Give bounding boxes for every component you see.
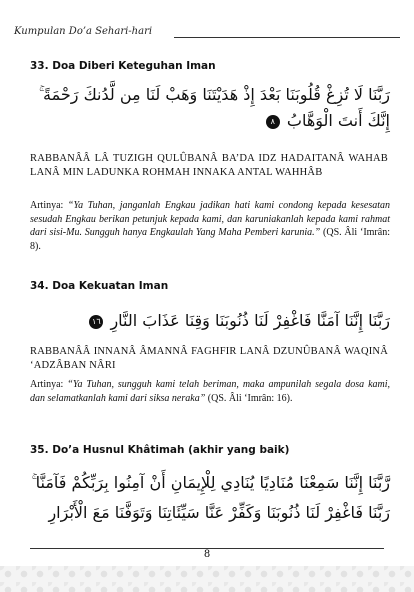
meaning-label: Artinya: <box>30 379 68 390</box>
ayah-number-marker: ٨ <box>266 115 280 129</box>
arabic-text-34-words: رَبَّنَا إِنَّنَا آمَنَّا فَاغْفِرْ لَنَا ذُنُوبَنَا وَقِنَا عَذَابَ النَّارِ <box>110 311 390 330</box>
arabic-text-34-line1 <box>30 308 390 334</box>
meaning-text: “Ya Tuhan, janganlah Engkau jadikan hati kami condong kepada kesesatan sesudah Engkau berikan petunjuk kepada kami, dan karuniakanlah kepada kami rahmat dari sisi-Mu. Sungguh hanya Engkaulah Yang Maha Pemberi karunia.” <box>30 200 390 238</box>
meaning-reference: (QS. Âli ‘Imrân: 8). <box>30 227 390 252</box>
meaning-reference: (QS. Âli ‘Imrân: 16). <box>205 392 293 404</box>
arabic-text-33-line2 <box>30 108 390 134</box>
meaning-34 <box>30 378 390 405</box>
arabic-text-35-line2: رَبَّنَا فَاغْفِرْ لَنَا ذُنُوبَنَا وَكَفِّرْ عَنَّا سَيِّئَاتِنَا وَتَوَفَّنَا مَعَ الْأَبْرَارِ <box>48 503 390 522</box>
page-number: 8 <box>203 549 211 560</box>
meaning-33 <box>30 199 390 253</box>
transliteration-33: RABBANÂÂ LÂ TUZIGH QULÛBANÂ BA’DA IDZ HADAITANÂ WAHAB LANÂ MIN LADUNKA ROHMAH INNAKA ANTAL WAHHÂB <box>30 153 388 178</box>
section-title-33: 33. Doa Diberi Keteguhan Iman <box>30 60 216 72</box>
running-header <box>14 26 400 42</box>
section-title-34: 34. Doa Kekuatan Iman <box>30 280 169 292</box>
section-title-35: 35. Do’a Husnul Khâtimah (akhir yang baik) <box>30 444 290 456</box>
header-rule <box>174 37 400 38</box>
decorative-pattern-band <box>0 566 414 592</box>
header-title: Kumpulan Do’a Sehari-hari <box>14 26 153 37</box>
meaning-label: Artinya: <box>30 200 68 211</box>
transliteration-34: RABBANÂÂ INNANÂ ÂMANNÂ FAGHFIR LANÂ DZUNÛBANÂ WAQINÂ ‘ADZÂBAN NÂRI <box>30 346 388 371</box>
arabic-text-35-line1: رَّبَّنَا إِنَّنَا سَمِعْنَا مُنَادِيًا يُنَادِي لِلْإِيمَانِ أَنْ آمِنُوا بِرَبِّكُمْ فَآمَنَّا ۚ <box>31 473 390 492</box>
meaning-text: “Ya Tuhan, sungguh kami telah beriman, maka ampunilah segala dosa kami, dan selamatkanlah kami dari siksa neraka” <box>30 379 391 404</box>
arabic-text-33-line2-words: إِنَّكَ أَنتَ الْوَهَّابُ <box>286 111 390 130</box>
arabic-text-33-line1: رَبَّنَا لَا تُزِغْ قُلُوبَنَا بَعْدَ إِذْ هَدَيْتَنَا وَهَبْ لَنَا مِن لَّدُنكَ رَحْمَةً ۚ <box>39 85 390 104</box>
ayah-number-marker: ١٦ <box>89 315 103 329</box>
